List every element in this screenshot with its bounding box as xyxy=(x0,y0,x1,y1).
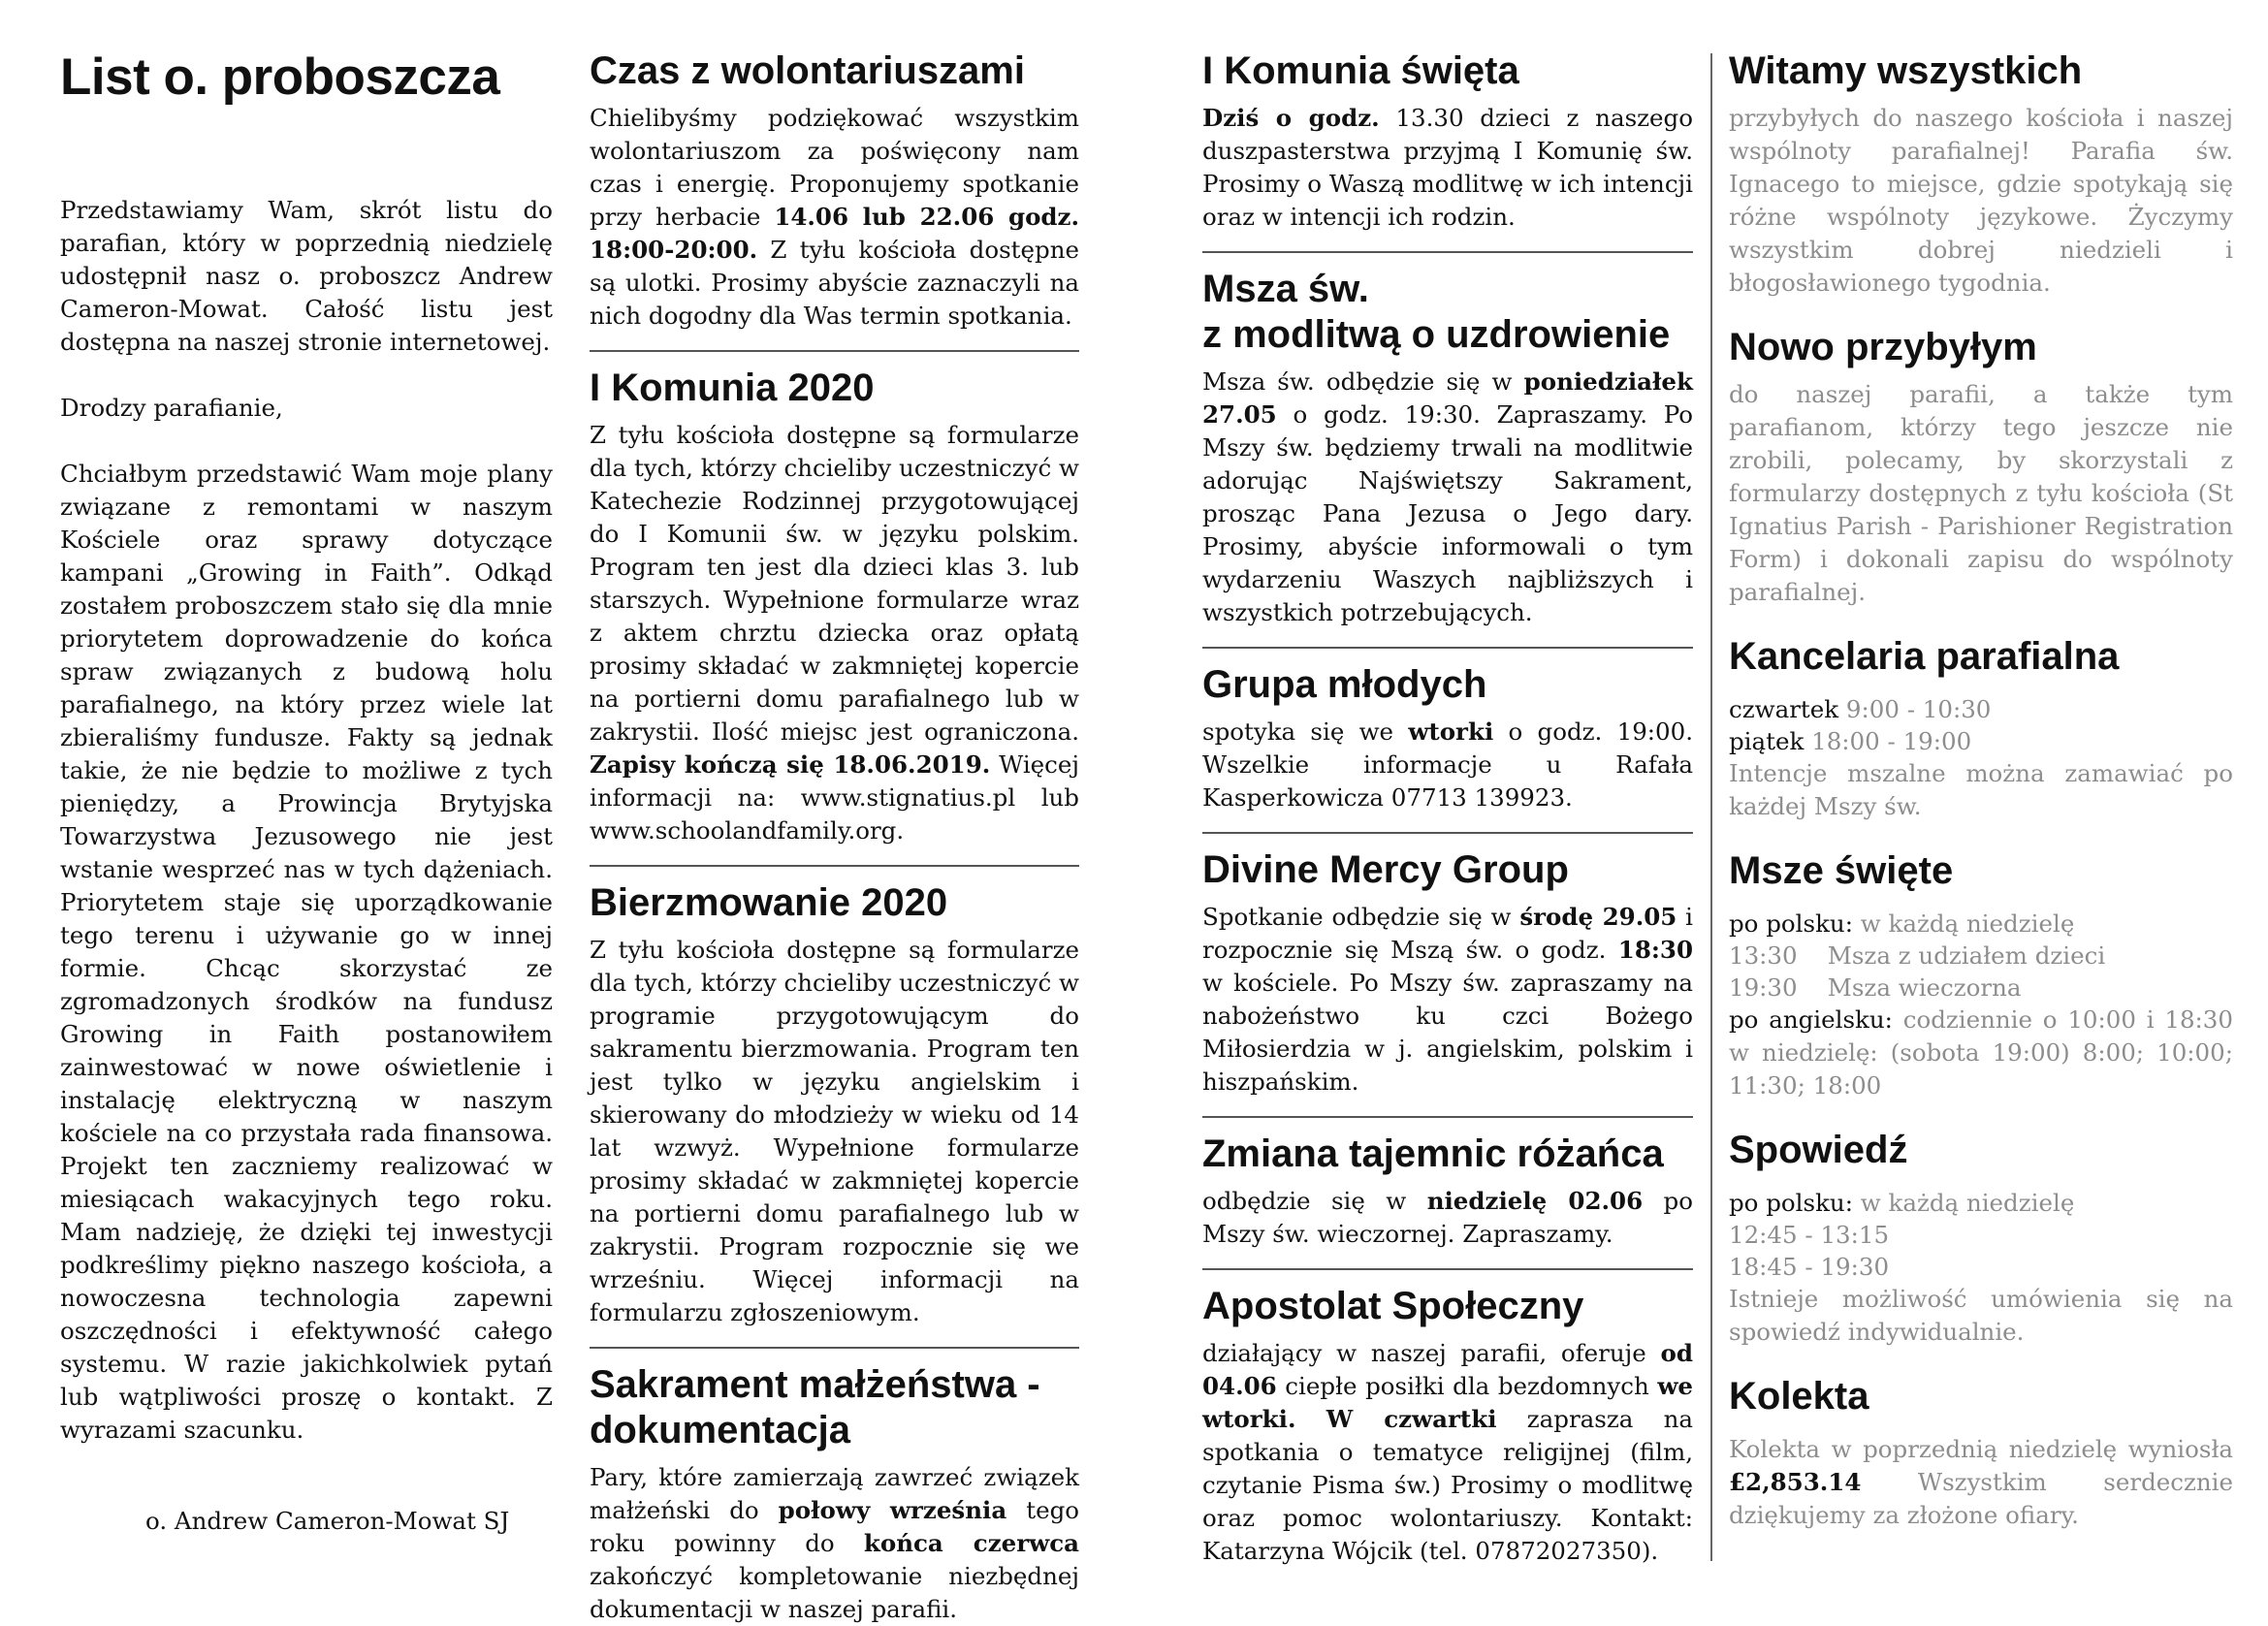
section-text-volunteers: Chielibyśmy podziękować wszystkim wolontariuszom za poświęcony nam czas i energię. Proponujemy spotkanie przy herbacie 14.06 lub 22.06 godz. 18:00-20:00. Z tyłu kościoła dostępne są ulotki. Prosimy abyście zaznaczyli na nich dogodny dla Was termin spotkania. xyxy=(590,104,1079,330)
masses-polish: po polsku: w każdą niedzielę xyxy=(1729,909,2075,938)
section-text-social-apostolate: działający w naszej parafii, oferuje od 04.06 ciepłe posiłki dla bezdomnych we wtorki. W czwartki zaprasza na spotkania o tematyce religijnej (film, czytanie Pisma św.) Prosimy o modlitwę oraz pomoc wolontariuszy. Kontakt: Katarzyna Wójcik (tel. 07872027350). xyxy=(1202,1339,1693,1565)
divider xyxy=(1202,1116,1693,1118)
section-text-divine-mercy: Spotkanie odbędzie się w środę 29.05 i rozpocznie się Mszą św. o godz. 18:30 w kościele. Po Mszy św. zapraszamy na nabożeństwo ku czci Bożego Miłosierdzia w j. angielskim, polskim i hiszpańskim. xyxy=(1202,903,1694,1096)
mass-time-2: 19:30 Msza wieczorna xyxy=(1729,973,2022,1002)
office-note: Intencje mszalne można zamawiać po każdej Mszy św. xyxy=(1729,759,2233,820)
section-title-first-communion: I Komunia święta xyxy=(1202,49,1519,92)
section-title-parish-office: Kancelaria parafialna xyxy=(1729,635,2120,678)
column-pastor-letter xyxy=(60,48,553,1538)
section-title-collection: Kolekta xyxy=(1729,1375,1869,1418)
page-title: List o. proboszcza xyxy=(60,48,500,106)
section-text-healing-mass: Msza św. odbędzie się w poniedziałek 27.05 o godz. 19:30. Zapraszamy. Po Mszy św. będziemy trwali na modlitwie adorując Najświętszy Sakrament, prosząc Pana Jezusa o Jego dary. Prosimy, abyście informowali o tym wydarzeniu Waszych najbliższych i wszystkich potrzebujących. xyxy=(1202,367,1693,626)
section-text-rosary: odbędzie się w niedzielę 02.06 po Mszy św. wieczornej. Zapraszamy. xyxy=(1202,1187,1693,1248)
section-text-welcome: przybyłych do naszego kościoła i naszej wspólnoty parafialnej! Parafia św. Ignacego to miejsce, gdzie spotykają się różne wspólnoty językowe. Życzymy wszystkim dobrej niedzieli i błogosławionego tygodnia. xyxy=(1729,104,2233,297)
divider xyxy=(590,350,1079,352)
section-text-collection: Kolekta w poprzednią niedzielę wyniosła £2,853.14 Wszystkim serdecznie dziękujemy za złożone ofiary. xyxy=(1729,1435,2233,1529)
section-title-communion-2020: I Komunia 2020 xyxy=(590,367,875,409)
column-announcements-2 xyxy=(1202,48,1693,1568)
divider xyxy=(1202,647,1693,649)
section-title-confession: Spowiedź xyxy=(1729,1129,1908,1171)
confession-polish: po polsku: w każdą niedzielę xyxy=(1729,1189,2075,1217)
divider xyxy=(590,1347,1079,1349)
letter-greeting: Drodzy parafianie, xyxy=(60,394,283,422)
confession-time-1: 12:45 - 13:15 xyxy=(1729,1221,1890,1249)
letter-intro: Przedstawiamy Wam, skrót listu do parafian, który w poprzednią niedzielę udostępnił nasz o. proboszcz Andrew Cameron-Mowat. Całość listu jest dostępna na naszej stronie internetowej. xyxy=(60,196,553,356)
divider xyxy=(1202,832,1693,834)
section-text-communion-2020: Z tyłu kościoła dostępne są formularze dla tych, którzy chcieliby uczestniczyć w Katechezie Rodzinnej przygotowującej do I Komunii św. w języku polskim. Program ten jest dla dzieci klas 3. lub starszych. Wypełnione formularze wraz z aktem chrztu dziecka oraz opłatą prosimy składać w zakmniętej kopercie na portierni domu parafialnego lub w zakrystii. Ilość miejsc jest ograniczona. Zapisy kończą się 18.06.2019. Więcej informacji na: www.stignatius.pl lub www.schoolandfamily.org. xyxy=(590,421,1079,845)
section-text-marriage: Pary, które zamierzają zawrzeć związek małżeński do połowy września tego roku powinny do końca czerwca zakończyć kompletowanie niezbędnej dokumentacji w naszej parafii. xyxy=(590,1463,1079,1623)
section-title-social-apostolate: Apostolat Społeczny xyxy=(1202,1285,1584,1327)
section-title-divine-mercy: Divine Mercy Group xyxy=(1202,848,1569,891)
letter-body: Chciałbym przedstawić Wam moje plany związane z remontami w naszym Kościele oraz sprawy dotyczące kampani „Growing in Faith”. Odkąd zostałem proboszczem stało się dla mnie priorytetem doprowadzenie do końca spraw związanych z budową holu parafialnego, na który przez wiele lat zbieraliśmy fundusze. Fakty są jednak takie, że nie będzie to możliwe z tych pieniędzy, a Prowincja Brytyjska Towarzystwa Jezusowego nie jest wstanie wesprzeć nas w tych dążeniach. Priorytetem staje się uporządkowanie tego terenu i używanie go w innej formie. Chcąc skorzystać ze zgromadzonych środków na fundusz Growing in Faith postanowiłem zainwestować w nowe oświetlenie i instalację elektryczną w naszym kościele na co przystała rada finansowa. Projekt ten zaczniemy realizować w miesiącach wakacyjnych tego roku. Mam nadzieję, że dzięki tej inwestycji podkreślimy piękno naszego kościoła, a nowoczesna technologia zapewni oszczędności i efektywność całego systemu. W razie jakichkolwiek pytań lub wątpliwości proszę o kontakt. Z wyrazami szacunku. xyxy=(60,460,553,1444)
section-title-confirmation-2020: Bierzmowanie 2020 xyxy=(590,881,948,924)
section-title-rosary: Zmiana tajemnic różańca xyxy=(1202,1132,1664,1175)
section-title-healing-mass: Msza św. z modlitwą o uzdrowienie xyxy=(1202,268,1671,356)
column-divider xyxy=(1710,53,1712,1561)
section-text-youth-group: spotyka się we wtorki o godz. 19:00. Wszelkie informacje u Rafała Kasperkowicza 07713 139923. xyxy=(1202,717,1693,812)
office-hours-friday: piątek 18:00 - 19:00 xyxy=(1729,727,1972,755)
mass-time-1: 13:30 Msza z udziałem dzieci xyxy=(1729,941,2106,970)
section-title-welcome: Witamy wszystkich xyxy=(1729,49,2083,92)
section-title-masses: Msze święte xyxy=(1729,849,1954,892)
divider xyxy=(1202,1268,1693,1270)
section-title-youth-group: Grupa młodych xyxy=(1202,663,1487,706)
column-parish-info xyxy=(1729,48,2233,1557)
confession-note: Istnieje możliwość umówienia się na spowiedź indywidualnie. xyxy=(1729,1285,2233,1346)
section-title-newcomers: Nowo przybyłym xyxy=(1729,326,2037,368)
section-text-confirmation-2020: Z tyłu kościoła dostępne są formularze dla tych, którzy chcieliby uczestniczyć w programie przygotowującym do sakramentu bierzmowania. Program ten jest tylko w języku angielskim i skierowany do młodzieży w wieku od 14 lat wzwyż. Wypełnione formularze prosimy składać w zakmniętej kopercie na portierni domu parafialnego lub w zakrystii. Program rozpocznie się we wrześniu. Więcej informacji na formularzu zgłoszeniowym. xyxy=(590,936,1079,1326)
section-title-marriage: Sakrament małżeństwa - dokumentacja xyxy=(590,1363,1040,1451)
section-title-volunteers: Czas z wolontariuszami xyxy=(590,49,1025,92)
section-text-first-communion: Dziś o godz. 13.30 dzieci z naszego duszpasterstwa przyjmą I Komunię św. Prosimy o Waszą modlitwę w ich intencji oraz w intencji ich rodzin. xyxy=(1202,104,1693,231)
office-hours-thursday: czwartek 9:00 - 10:30 xyxy=(1729,695,1992,723)
masses-english: po angielsku: codziennie o 10:00 i 18:30 w niedzielę: (sobota 19:00) 8:00; 10:00; 11:30; 18:00 xyxy=(1729,1005,2233,1100)
section-text-newcomers: do naszej parafii, a także tym parafianom, którzy tego jeszcze nie zrobili, polecamy, by skorzystali z formularzy dostępnych z tyłu kościoła (St Ignatius Parish - Parishioner Registration Form) i dokonali zapisu do wspólnoty parafialnej. xyxy=(1729,380,2233,606)
confession-time-2: 18:45 - 19:30 xyxy=(1729,1253,1890,1281)
letter-signature: o. Andrew Cameron-Mowat SJ xyxy=(145,1507,510,1535)
divider xyxy=(590,865,1079,867)
divider xyxy=(1202,251,1693,253)
column-announcements-1 xyxy=(590,48,1079,1626)
